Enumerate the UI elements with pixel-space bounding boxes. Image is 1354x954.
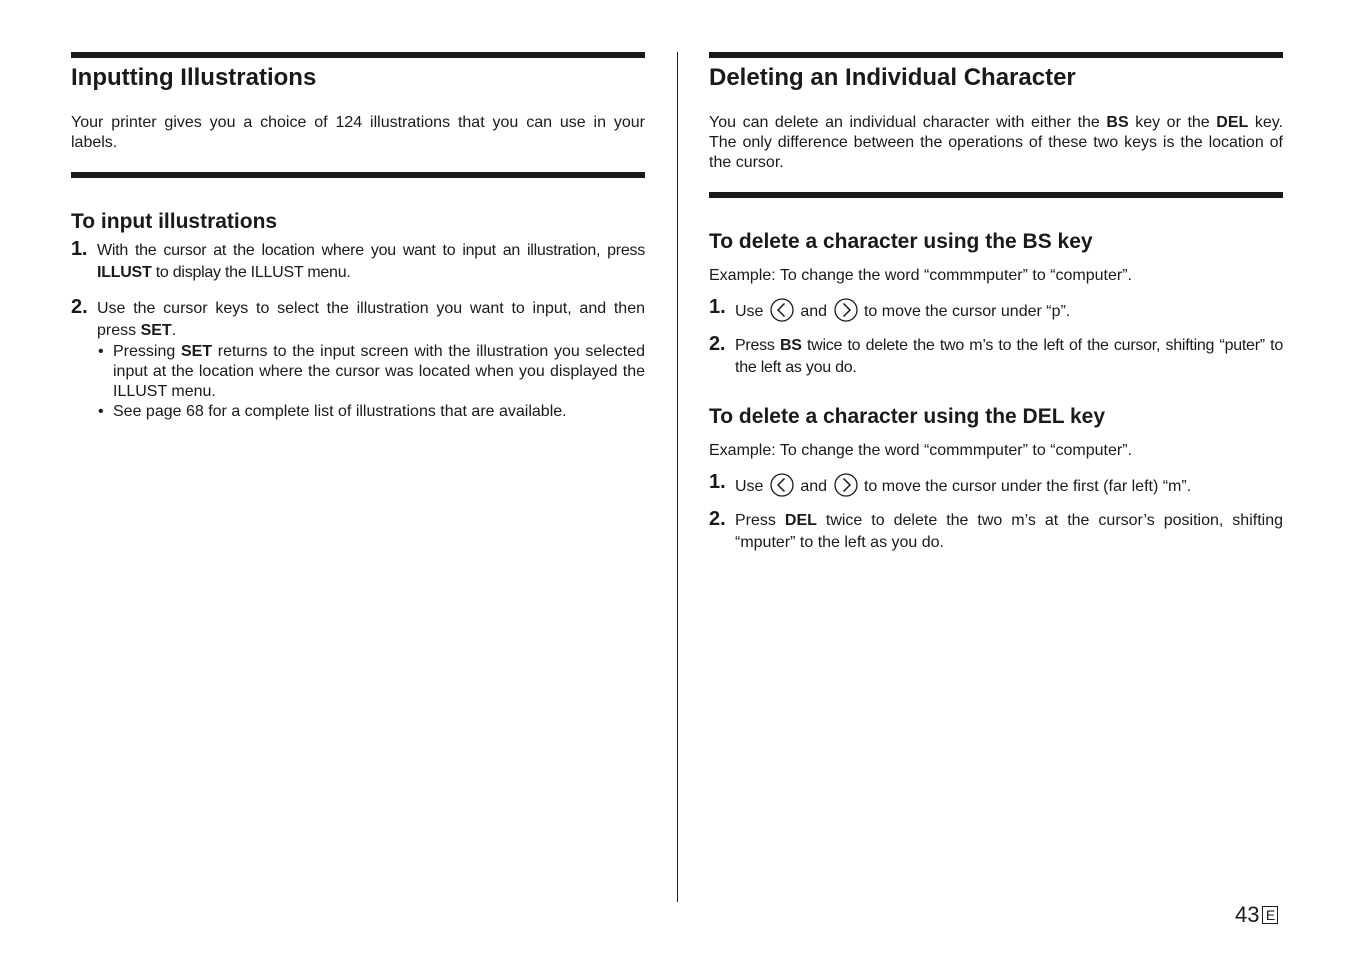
step-number: 2. — [709, 333, 726, 355]
del-key: DEL — [784, 512, 817, 529]
left-arrow-key-icon — [770, 473, 794, 497]
step-number: 1. — [709, 296, 726, 318]
step-number: 1. — [71, 238, 88, 260]
section-title-deleting-character: Deleting an Individual Character — [709, 64, 1076, 91]
step-2: 2. Press BS twice to delete the two m’s to the left of the cursor, shifting “puter” to the left as you do. — [709, 333, 1284, 376]
note-list — [71, 342, 645, 422]
subtitle-del-key: To delete a character using the DEL key — [709, 405, 1106, 428]
subsection-rule — [709, 192, 1283, 198]
note-item: • Pressing SET returns to the input screen with the illustration you selected input at the location where the cursor was located when you displayed the ILLUST menu. — [113, 342, 645, 402]
subtitle-to-input-illustrations: To input illustrations — [71, 210, 278, 233]
column-divider — [677, 52, 678, 902]
left-column — [71, 52, 645, 422]
section-rule — [709, 52, 1283, 58]
step-1: 1. Use and to move the cursor under “p”. — [709, 296, 1071, 320]
step-number: 1. — [709, 471, 726, 493]
subsection-rule — [71, 172, 645, 178]
right-column — [709, 52, 1283, 554]
illust-key: ILLUST — [97, 264, 152, 281]
subtitle-bs-key: To delete a character using the BS key — [709, 230, 1093, 253]
example-text: Example: To change the word “commmputer” to “computer”. — [709, 267, 1132, 284]
section-rule — [71, 52, 645, 58]
example-text: Example: To change the word “commmputer” to “computer”. — [709, 442, 1132, 459]
step-1: 1. Use and to move the cursor under the first (far left) “m”. — [709, 471, 1192, 495]
intro-paragraph: Your printer gives you a choice of 124 illustrations that you can use in your labels. — [71, 114, 645, 151]
note-item: • See page 68 for a complete list of illustrations that are available. — [113, 402, 645, 422]
step-2: 2. Press DEL twice to delete the two m’s at the cursor’s position, shifting “mputer” to the left as you do. — [709, 508, 1284, 551]
step-number: 2. — [71, 296, 88, 318]
bs-key: BS — [779, 337, 802, 354]
intro-paragraph: You can delete an individual character with either the BS key or the DEL key. The only difference between the operations of these two keys is the location of the cursor. — [709, 114, 1284, 171]
step-number: 2. — [709, 508, 726, 530]
step-1: 1. With the cursor at the location where you want to input an illustration, press ILLUST to display the ILLUST menu. — [71, 238, 645, 281]
set-key: SET — [140, 322, 172, 339]
right-arrow-key-icon — [834, 298, 858, 322]
page-number: 43 E — [1235, 901, 1278, 929]
right-arrow-key-icon — [834, 473, 858, 497]
step-2: 2. Use the cursor keys to select the illustration you want to input, and then press SET. — [71, 296, 645, 339]
language-mark: E — [1262, 906, 1278, 924]
section-title-inputting-illustrations: Inputting Illustrations — [71, 64, 317, 91]
left-arrow-key-icon — [770, 298, 794, 322]
